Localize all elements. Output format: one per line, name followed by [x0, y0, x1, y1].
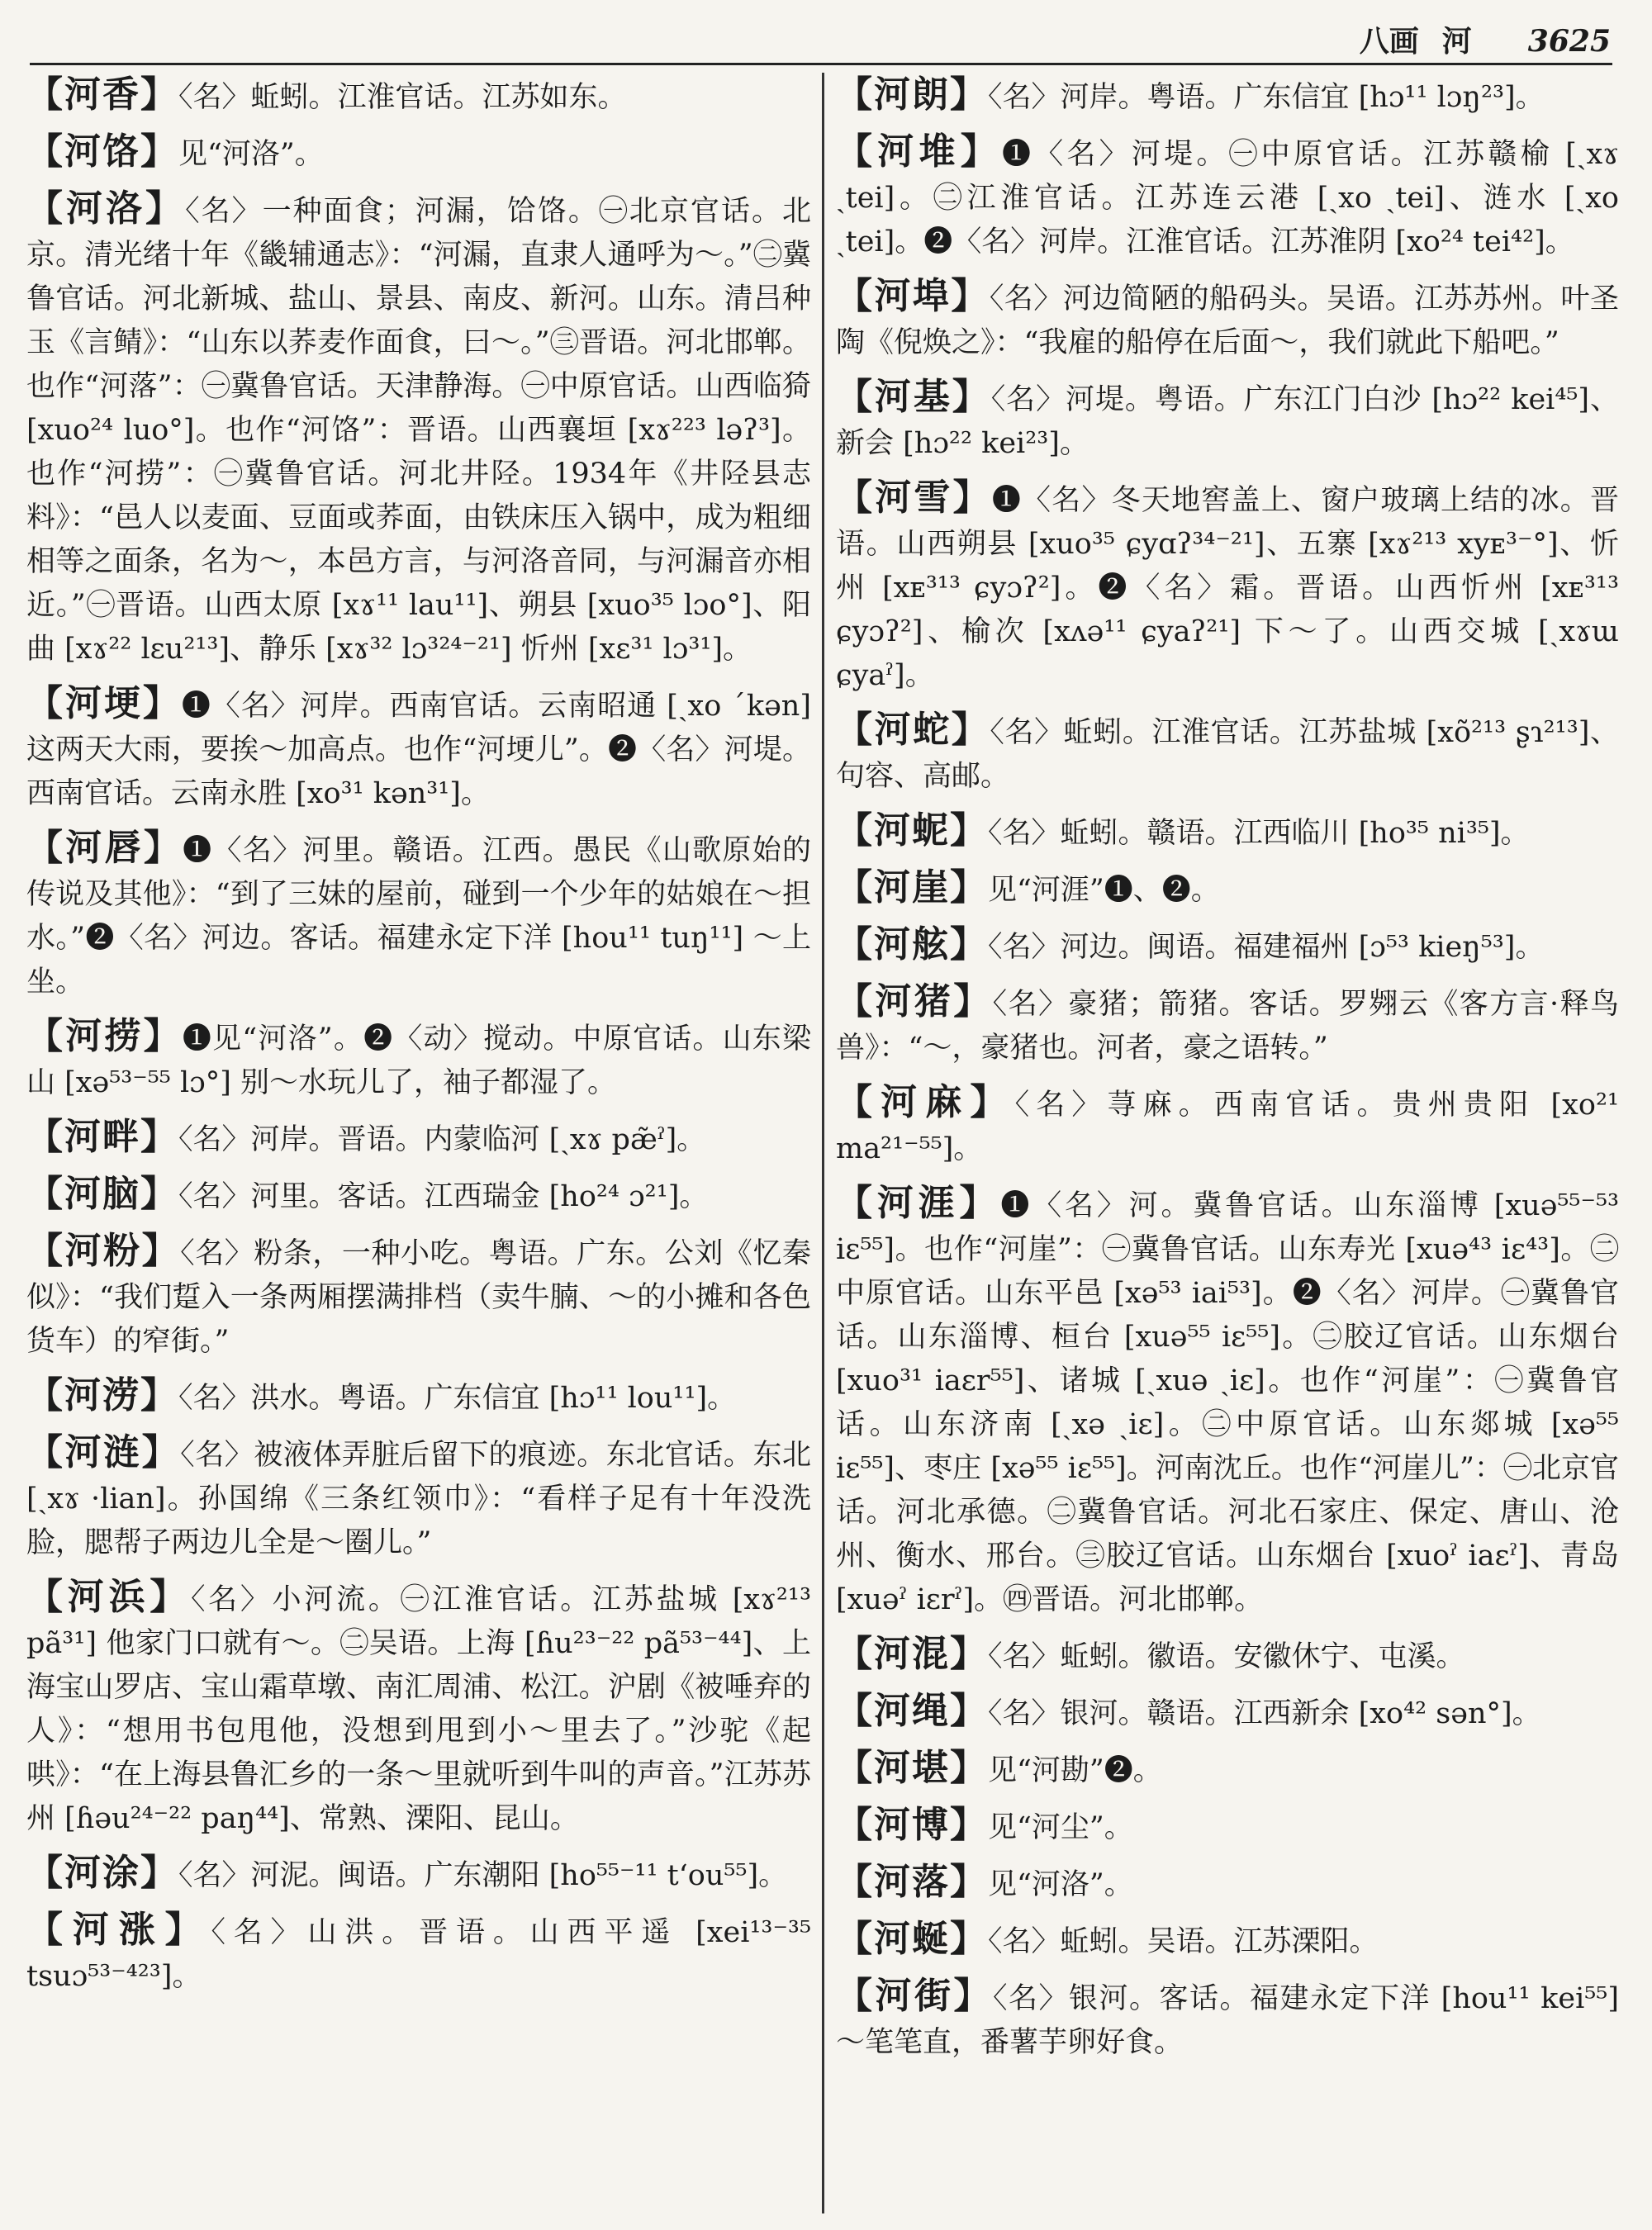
dictionary-entry	[26, 1374, 811, 1421]
entry-definition: ❶〈名〉河堤。㊀中原官话。江苏赣榆 [ˏxɤ ˏtei]。㊁江淮官话。江苏连云港 [ˏxo ˏtei]、涟水 [ˏxo ˏtei]。❷〈名〉河岸。江淮官话。江苏淮阴 [xo²⁴ tei⁴²]。	[836, 138, 1620, 259]
entry-headword: 【河蜒】	[836, 1918, 988, 1960]
entry-definition: ❶〈名〉河。冀鲁官话。山东淄博 [xuə⁵⁵⁻⁵³ iɛ⁵⁵]。也作“河崖”：㊀冀鲁官话。山东寿光 [xuə⁴³ iɛ⁴³]。㊁中原官话。山东平邑 [xə⁵³ iai⁵³]。❷〈名〉河岸。㊀冀鲁官话。山东淄博、桓台 [xuə⁵⁵ iɛ⁵⁵]。㊁胶辽官话。山东烟台 [xuo³¹ iaɛr⁵⁵]、诸城 [ˏxuə ˏiɛ]。也作“河崖”：㊀冀鲁官话。山东济南 [ˏxə ˏiɛ]。㊁中原官话。山东郯城 [xə⁵⁵ iɛ⁵⁵]、枣庄 [xə⁵⁵ iɛ⁵⁵]。河南沈丘。也作“河崖儿”：㊀北京官话。河北承德。㊁冀鲁官话。河北石家庄、保定、唐山、沧州、衡水、邢台。㊂胶辽官话。山东烟台 [xuoˀ iaɛˀ]、青岛 [xuəˀ iɛrˀ]。㊃晋语。河北邯郸。	[836, 1189, 1620, 1616]
entry-headword: 【河混】	[836, 1633, 988, 1675]
entry-definition: 〈名〉河堤。粤语。广东江门白沙 [hɔ²² kei⁴⁵]、新会 [hɔ²² kei²³]。	[836, 383, 1620, 460]
entry-definition: ❶〈名〉河里。赣语。江西。愚民《山歌原始的传说及其他》：“到了三妹的屋前，碰到一个少年的姑娘在～担水。”❷〈名〉河边。客话。福建永定下洋 [hou¹¹ tuŋ¹¹] ～上坐。	[26, 834, 811, 999]
entry-headword: 【河埂】	[26, 682, 182, 724]
entry-definition: 见“河涯”❶、❷。	[988, 874, 1220, 907]
dictionary-entry	[26, 1851, 811, 1898]
entry-definition: ❶见“河洛”。❷〈动〉搅动。中原官话。山东梁山 [xə⁵³⁻⁵⁵ lɔ°] 别～水玩儿了，袖子都湿了。	[26, 1022, 812, 1099]
dictionary-entry	[26, 1908, 811, 1999]
entry-definition: 〈名〉河岸。粤语。广东信宜 [hɔ¹¹ lɔŋ²³]。	[988, 81, 1545, 114]
entry-headword: 【河蚭】	[836, 809, 988, 852]
dictionary-entry	[836, 1689, 1619, 1736]
dictionary-entry	[836, 1974, 1619, 2065]
dictionary-entry	[26, 1014, 811, 1105]
entry-headword: 【河朗】	[836, 74, 988, 116]
entry-headword: 【河粉】	[26, 1230, 181, 1272]
dictionary-entry	[836, 274, 1619, 365]
entry-definition: 〈名〉被液体弄脏后留下的痕迹。东北官话。东北 [ˏxɤ ·lian]。孙国绵《三条红领巾》：“看样子足有十年没洗脸，腮帮子两边儿全是～圈儿。”	[26, 1439, 812, 1559]
entry-definition: ❶〈名〉冬天地窖盖上、窗户玻璃上结的冰。晋语。山西朔县 [xuo³⁵ ɕyɑʔ³⁴⁻²¹]、五寨 [xɤ²¹³ xyᴇ³⁻°]、忻州 [xᴇ³¹³ ɕyɔʔ²]。❷〈名〉霜。晋语。山西忻州 [xᴇ³¹³ ɕyɔʔ²]、榆次 [xʌə¹¹ ɕyaʔ²¹] 下～了。山西交城 [ˏxɤɯ ɕyaˀ]。	[836, 484, 1619, 692]
entry-headword: 【河涟】	[26, 1431, 181, 1473]
entry-headword: 【河绳】	[836, 1690, 988, 1732]
dictionary-entry	[836, 1746, 1619, 1793]
entry-headword: 【河街】	[836, 1975, 994, 2017]
entry-definition: 〈名〉蚯蚓。吴语。江苏溧阳。	[988, 1925, 1379, 1958]
entry-headword: 【河崖】	[836, 866, 988, 909]
dictionary-entry	[26, 130, 811, 177]
dictionary-entry	[836, 980, 1619, 1070]
page-header	[826, 18, 1611, 59]
entry-definition: 〈名〉粉条，一种小吃。粤语。广东。公刘《忆秦似》：“我们踅入一条两厢摆满排档（卖牛腩、～的小摊和各色货车）的窄街。”	[26, 1237, 812, 1358]
entry-definition: 〈名〉河岸。晋语。内蒙临河 [ˏxɤ pæ̃ˀ]。	[178, 1123, 706, 1156]
dictionary-entry	[26, 187, 811, 671]
entry-definition: 〈名〉蚯蚓。江淮官话。江苏如东。	[178, 81, 627, 114]
entry-headword: 【河博】	[836, 1804, 988, 1846]
page-number: 3625	[1527, 24, 1611, 59]
entry-headword: 【河涯】	[836, 1182, 1001, 1224]
dictionary-entry	[836, 1181, 1619, 1622]
entry-headword: 【河基】	[836, 376, 991, 418]
entry-definition: 见“河勘”❷。	[988, 1754, 1162, 1787]
entry-headword: 【河香】	[26, 74, 178, 116]
entry-headword: 【河涂】	[26, 1852, 178, 1894]
entry-headword: 【河涨】	[26, 1909, 211, 1951]
entry-headword: 【河浜】	[26, 1576, 191, 1618]
entry-definition: 〈名〉荨麻。西南官话。贵州贵阳 [xo²¹ ma²¹⁻⁵⁵]。	[836, 1089, 1620, 1165]
entry-definition: 〈名〉银河。赣语。江西新余 [xo⁴² sən°]。	[988, 1697, 1541, 1730]
entry-headword: 【河蛇】	[836, 709, 990, 751]
entry-headword: 【河雪】	[836, 477, 992, 519]
dictionary-entry	[26, 1115, 811, 1162]
header-char: 河	[1441, 24, 1472, 59]
dictionary-entry	[836, 708, 1619, 799]
dictionary-entry	[836, 1632, 1619, 1679]
dictionary-entry	[26, 826, 811, 1004]
dictionary-entry	[836, 375, 1619, 466]
entry-headword: 【河埠】	[836, 275, 990, 317]
dictionary-entry	[836, 923, 1619, 970]
entry-definition: 〈名〉河边。闽语。福建福州 [ɔ⁵³ kieŋ⁵³]。	[988, 931, 1545, 964]
entry-definition: 〈名〉河边简陋的船码头。吴语。江苏苏州。叶圣陶《倪焕之》：“我雇的船停在后面～，我们就此下船吧。”	[836, 282, 1619, 359]
dictionary-entry	[836, 1917, 1619, 1964]
entry-headword: 【河麻】	[836, 1081, 1015, 1123]
entry-headword: 【河捞】	[26, 1015, 183, 1057]
entry-definition: 见“河洛”。	[988, 1868, 1133, 1901]
entry-headword: 【河猪】	[836, 980, 993, 1022]
dictionary-entry	[836, 866, 1619, 913]
entry-definition: 〈名〉河泥。闽语。广东潮阳 [ho⁵⁵⁻¹¹ tʻou⁵⁵]。	[178, 1859, 788, 1892]
dictionary-entry	[26, 1172, 811, 1219]
entry-definition: 〈名〉河里。客话。江西瑞金 [ho²⁴ ɔ²¹]。	[178, 1180, 709, 1213]
dictionary-entry	[836, 1860, 1619, 1907]
entry-definition: ❶〈名〉河岸。西南官话。云南昭通 [ˏxo ˊkən] 这两天大雨，要挨～加高点。也作“河埂儿”。❷〈名〉河堤。西南官话。云南永胜 [xo³¹ kən³¹]。	[26, 690, 811, 810]
dictionary-entry	[26, 1575, 811, 1841]
dictionary-entry	[836, 1803, 1619, 1850]
header-rule	[30, 63, 1612, 65]
entry-headword: 【河洛】	[26, 187, 186, 230]
dictionary-entry	[836, 809, 1619, 856]
entry-definition: 〈名〉银河。客话。福建永定下洋 [hou¹¹ kei⁵⁵] ～笔笔直，番薯芋卵好食。	[836, 1982, 1619, 2059]
entry-headword: 【河堪】	[836, 1747, 988, 1789]
header-radical: 八画	[1359, 24, 1419, 59]
left-column	[26, 73, 811, 2009]
entry-definition: 〈名〉蚯蚓。江淮官话。江苏盐城 [xõ²¹³ ʂɿ²¹³]、句容、高邮。	[836, 716, 1619, 793]
entry-definition: 〈名〉蚯蚓。徽语。安徽休宁、屯溪。	[988, 1640, 1465, 1673]
entry-definition: 见“河洛”。	[178, 138, 324, 171]
entry-definition: 见“河尘”。	[988, 1811, 1133, 1844]
dictionary-entry	[836, 476, 1619, 698]
entry-definition: 〈名〉山洪。晋语。山西平遥 [xei¹³⁻³⁵ tsuɔ⁵³⁻⁴²³]。	[26, 1916, 811, 1993]
dictionary-entry	[26, 681, 811, 816]
entry-headword: 【河涝】	[26, 1374, 178, 1416]
right-column	[836, 73, 1619, 2075]
entry-definition: 〈名〉一种面食；河漏，饸饹。㊀北京官话。北京。清光绪十年《畿辅通志》：“河漏，直隶人通呼为～。”㊁冀鲁官话。河北新城、盐山、景县、南皮、新河。山东。清吕种玉《言鲭》：“山东以荞麦作面食，曰～。”㊂晋语。河北邯郸。也作“河落”：㊀冀鲁官话。天津静海。㊀中原官话。山西临猗 [xuo²⁴ luo°]。也作“河饹”：晋语。山西襄垣 [xɤ²²³ ləʔ³]。也作“河捞”：㊀冀鲁官话。河北井陉。1934年《井陉县志料》：“邑人以麦面、豆面或荞面，由铁床压入锅中，成为粗细相等之面条，名为～，本邑方言，与河洛音同，与河漏音亦相近。”㊀晋语。山西太原 [xɤ¹¹ lau¹¹]、朔县 [xuo³⁵ lɔo°]、阳曲 [xɤ²² lɛu²¹³]、静乐 [xɤ³² lɔ³²⁴⁻²¹] 忻州 [xɛ³¹ lɔ³¹]。	[26, 195, 811, 666]
entry-headword: 【河脑】	[26, 1173, 178, 1215]
dictionary-entry	[26, 1229, 811, 1364]
entry-headword: 【河唇】	[26, 827, 183, 869]
entry-headword: 【河舷】	[836, 923, 988, 966]
entry-definition: 〈名〉洪水。粤语。广东信宜 [hɔ¹¹ lou¹¹]。	[178, 1382, 737, 1415]
entry-headword: 【河堆】	[836, 130, 1002, 173]
entry-definition: 〈名〉小河流。㊀江淮官话。江苏盐城 [xɤ²¹³ pã³¹] 他家门口就有～。㊁吴语。上海 [ɦu²³⁻²² pã⁵³⁻⁴⁴]、上海宝山罗店、宝山霜草墩、南汇周浦、松江。沪剧《被唾弃的人》：“想用书包甩他，没想到甩到小～里去了。”沙驼《起哄》：“在上海县鲁汇乡的一条～里就听到牛叫的声音。”江苏苏州 [ɦəu²⁴⁻²² paŋ⁴⁴]、常熟、溧阳、昆山。	[26, 1583, 811, 1835]
column-divider	[822, 73, 824, 2213]
dictionary-entry	[836, 73, 1619, 120]
dictionary-entry	[26, 1431, 811, 1565]
dictionary-entry	[26, 73, 811, 120]
dictionary-entry	[836, 130, 1619, 264]
entry-headword: 【河畔】	[26, 1116, 178, 1158]
entry-definition: 〈名〉豪猪；箭猪。客话。罗翙云《客方言·释鸟兽》：“～，豪猪也。河者，豪之语转。”	[836, 988, 1620, 1065]
entry-headword: 【河饹】	[26, 130, 178, 173]
entry-headword: 【河落】	[836, 1861, 988, 1903]
dictionary-entry	[836, 1080, 1619, 1171]
entry-definition: 〈名〉蚯蚓。赣语。江西临川 [ho³⁵ ni³⁵]。	[988, 817, 1530, 850]
